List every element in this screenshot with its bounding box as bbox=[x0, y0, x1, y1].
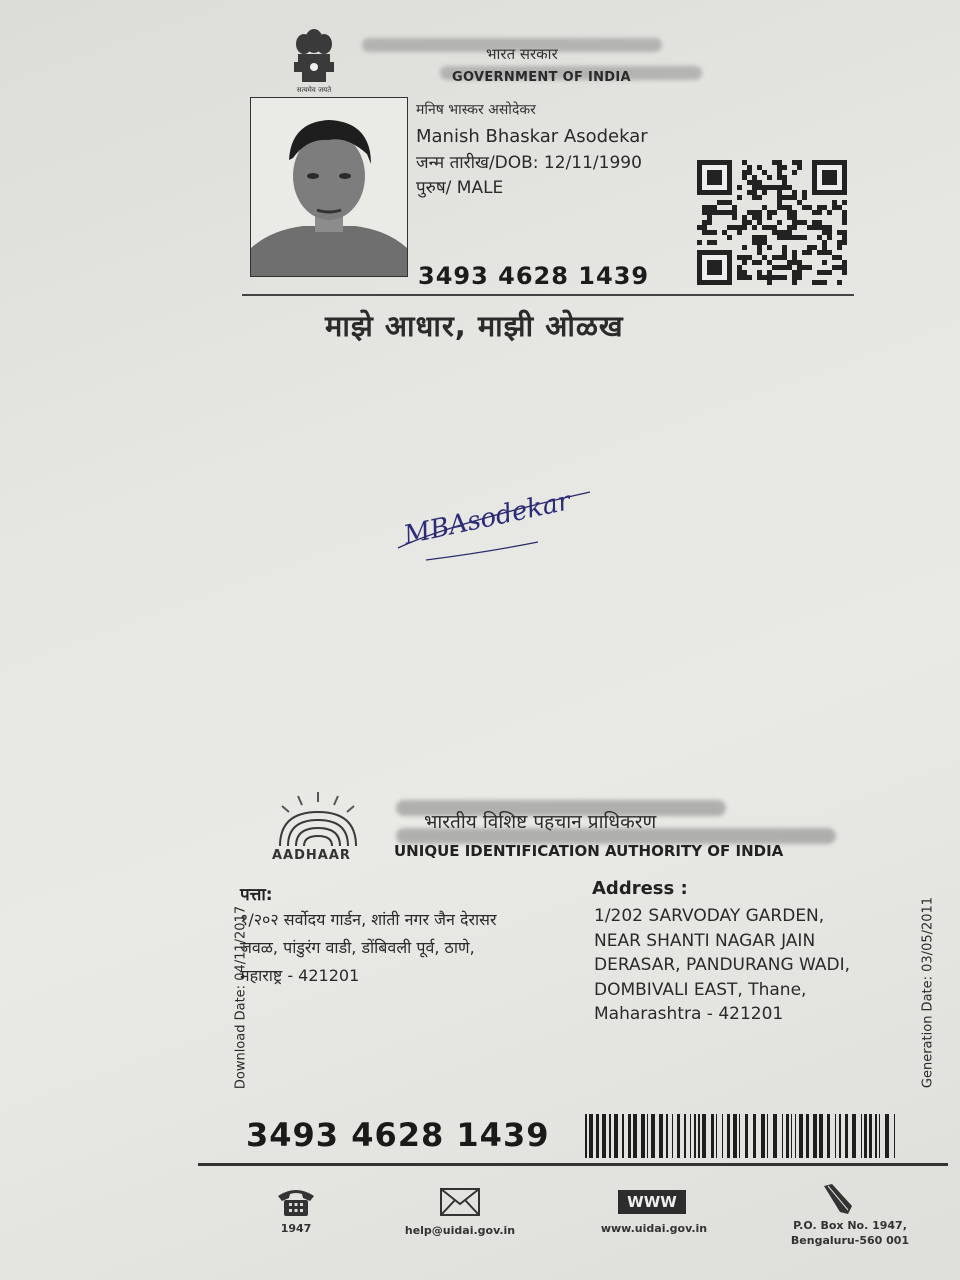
pobox-line: Bengaluru-560 001 bbox=[790, 1234, 910, 1247]
address-line: महाराष्ट्र - 421201 bbox=[240, 966, 360, 985]
address-label-english: Address : bbox=[592, 878, 688, 899]
pobox bbox=[770, 1218, 930, 1248]
divider bbox=[242, 294, 854, 296]
holder-photo bbox=[250, 97, 408, 277]
aadhaar-logo-text: AADHAAR bbox=[272, 848, 351, 863]
telephone-icon bbox=[276, 1186, 316, 1218]
gender: पुरुष/ MALE bbox=[416, 178, 504, 198]
address-line: Maharashtra - 421201 bbox=[594, 1004, 784, 1024]
generation-date: Generation Date: 03/05/2011 bbox=[920, 896, 936, 1089]
person-photo-icon bbox=[251, 98, 407, 276]
date-of-birth: जन्म तारीख/DOB: 12/11/1990 bbox=[416, 153, 642, 173]
government-english: GOVERNMENT OF INDIA bbox=[452, 70, 631, 85]
signature-text: MBAsodekar bbox=[401, 486, 573, 551]
address-line: DOMBIVALI EAST, Thane, bbox=[594, 979, 807, 1000]
qr-code-icon bbox=[697, 160, 847, 286]
aadhaar-number-front: 3493 4628 1439 bbox=[418, 262, 650, 290]
authority-hindi: भारतीय विशिष्ट पहचान प्राधिकरण bbox=[424, 811, 657, 833]
address-line: जवळ, पांडुरंग वाडी, डोंबिवली पूर्व, ठाणे, bbox=[240, 938, 475, 957]
name-marathi: मनिष भास्कर असोदेकर bbox=[416, 102, 536, 118]
barcode-icon bbox=[585, 1114, 897, 1158]
address-marathi bbox=[240, 906, 585, 990]
address-line: 1/202 SARVODAY GARDEN, bbox=[594, 906, 825, 926]
ashoka-emblem-icon bbox=[288, 28, 340, 90]
aadhaar-number-back: 3493 4628 1439 bbox=[246, 1116, 550, 1154]
website: www.uidai.gov.in bbox=[600, 1222, 708, 1235]
government-hindi: भारत सरकार bbox=[486, 45, 558, 63]
slogan: माझे आधार, माझी ओळख bbox=[325, 309, 624, 343]
address-line: DERASAR, PANDURANG WADI, bbox=[594, 955, 851, 975]
email: help@uidai.gov.in bbox=[404, 1224, 516, 1237]
emblem-caption: सत्यमेव जयते bbox=[296, 86, 332, 94]
address-english bbox=[594, 904, 904, 1027]
name-english: Manish Bhaskar Asodekar bbox=[416, 126, 648, 147]
pobox-line: P.O. Box No. 1947, bbox=[793, 1219, 907, 1232]
divider bbox=[198, 1163, 948, 1166]
www-badge: WWW bbox=[618, 1190, 686, 1214]
signature bbox=[388, 486, 598, 566]
download-date: Download Date: 04/11/2017 bbox=[233, 905, 249, 1090]
authority-english: UNIQUE IDENTIFICATION AUTHORITY OF INDIA bbox=[394, 842, 784, 860]
address-line: NEAR SHANTI NAGAR JAIN bbox=[594, 930, 816, 951]
mail-icon bbox=[440, 1188, 480, 1216]
phone-number: 1947 bbox=[280, 1222, 312, 1235]
address-label-marathi: पत्ता: bbox=[240, 885, 273, 905]
aadhaar-logo-icon bbox=[268, 790, 368, 850]
address-line: १/२०२ सर्वोदय गार्डन, शांती नगर जैन देरासर bbox=[240, 910, 497, 929]
pen-nib-icon bbox=[818, 1182, 858, 1216]
